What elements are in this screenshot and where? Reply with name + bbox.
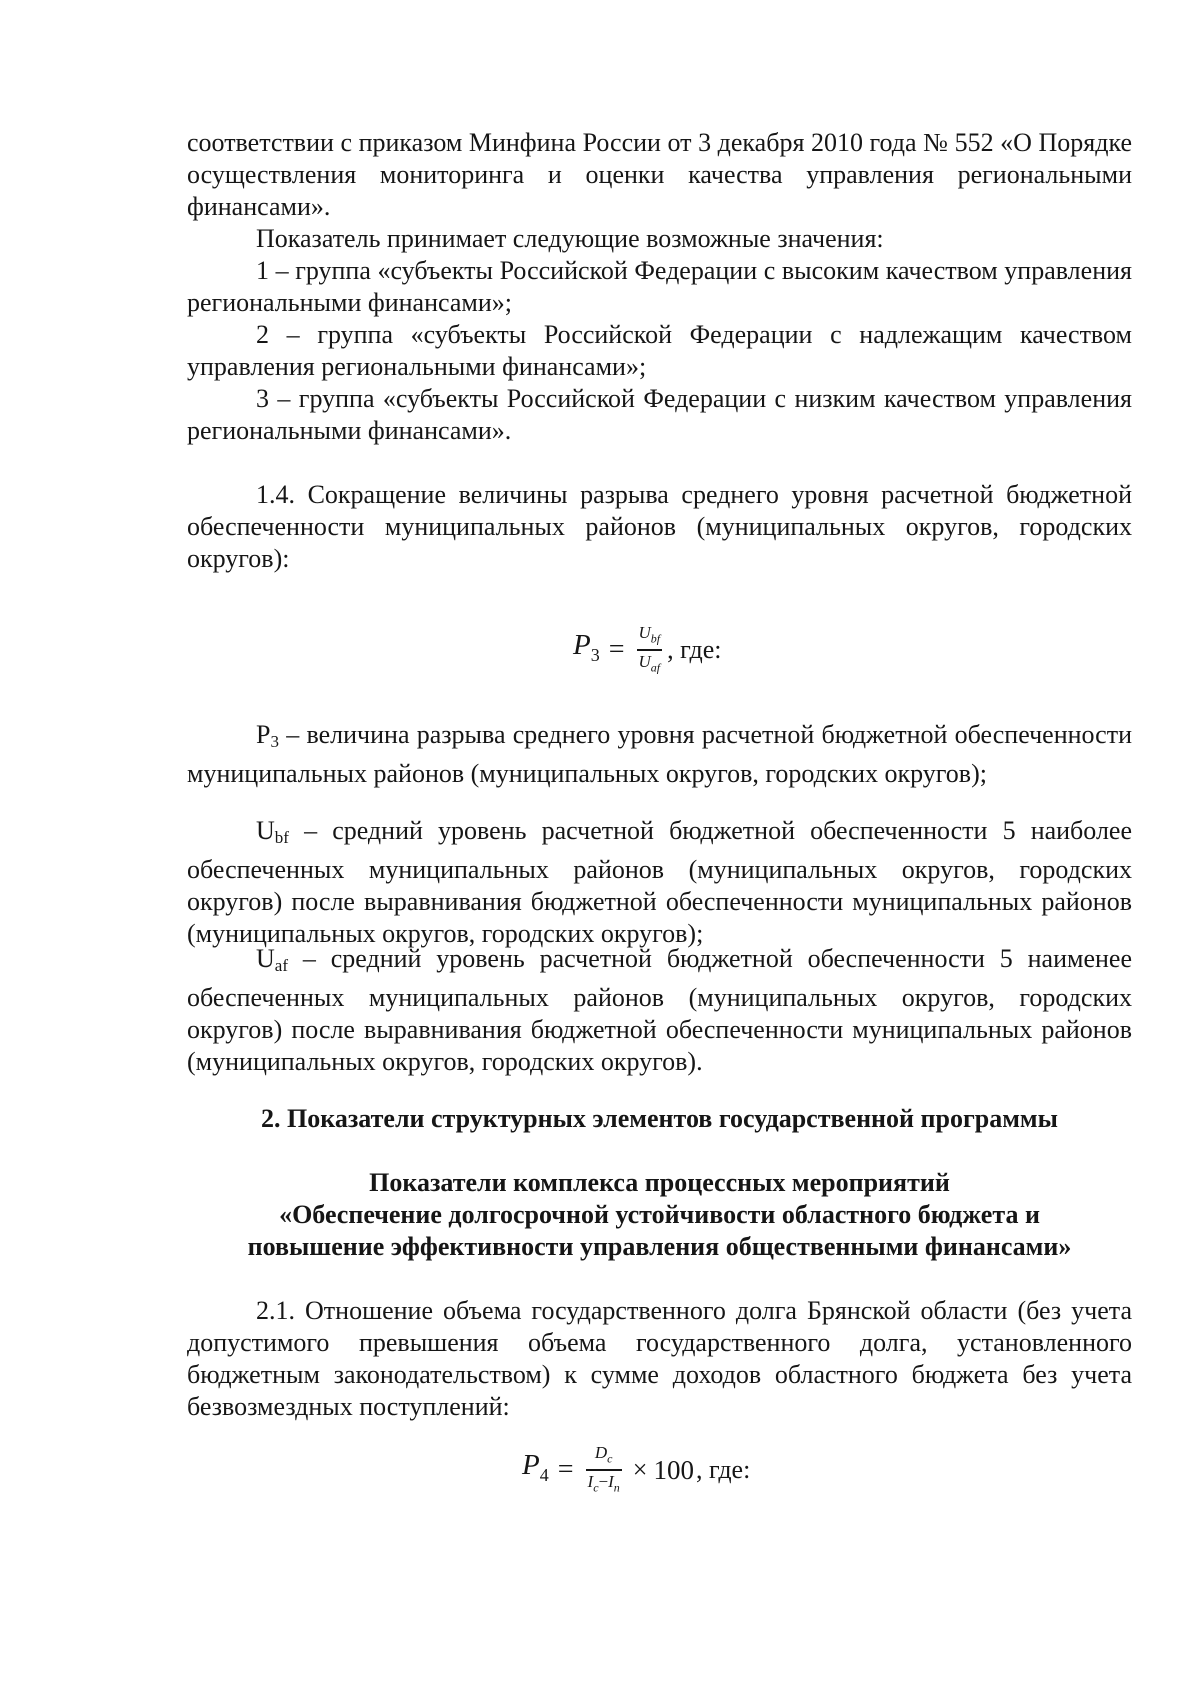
paragraph-group-3: 3 – группа «субъекты Российской Федерации с низким качеством управления региональными финансами». [187, 384, 1132, 445]
formula-p4-equals: = [557, 1454, 574, 1486]
paragraph-group-2: 2 – группа «субъекты Российской Федерации с надлежащим качеством управления региональными финансами»; [187, 320, 1132, 381]
formula-p4-factor: 100 [653, 1455, 694, 1486]
formula-p3-denominator: $U_{af}$ [638, 651, 661, 675]
formula-p3-lhs: $P_3$ [573, 629, 600, 666]
formula-p3 [573, 622, 722, 678]
formula-p3-tail: , где: [667, 635, 722, 665]
section-2-heading: 2. Показатели структурных элементов государственной программы [261, 1104, 1058, 1133]
complex-heading-line-2: «Обеспечение долгосрочной устойчивости областного бюджета и [279, 1200, 1040, 1229]
formula-p3-numerator: $U_{bf}$ [638, 623, 661, 646]
formula-p4-tail: , где: [695, 1455, 751, 1485]
paragraph-intro: соответствии с приказом Минфина России от 3 декабря 2010 года № 552 «О Порядке осуществления мониторинга и оценки качества управления региональными финансами». [187, 128, 1132, 221]
paragraph-group-1: 1 – группа «субъекты Российской Федерации с высоким качеством управления региональными финансами»; [187, 256, 1132, 317]
definition-p3: $Р_3$ – величина разрыва среднего уровня расчетной бюджетной обеспеченности муниципальных районов (муниципальных округов, городских округов); [187, 720, 1132, 788]
formula-p3-equals: = [608, 634, 625, 666]
formula-p4 [522, 1442, 750, 1498]
definition-ubf: $U_{bf}$ – средний уровень расчетной бюджетной обеспеченности 5 наиболее обеспеченных муниципальных районов (муниципальных округов, городских округов) после выравнивания бюджетной обеспеченности муниципальных районов (муниципальных округов, городских округов); [187, 816, 1132, 948]
paragraph-values-intro: Показатель принимает следующие возможные значения: [256, 224, 884, 253]
paragraph-1-4: 1.4. Сокращение величины разрыва среднего уровня расчетной бюджетной обеспеченности муниципальных районов (муниципальных округов, городских округов): [187, 480, 1132, 573]
formula-p4-denominator: $I_c-I_n$ [587, 1471, 620, 1495]
complex-heading [187, 1167, 1132, 1263]
formula-p3-fraction [637, 622, 663, 678]
paragraph-2-1: 2.1. Отношение объема государственного долга Брянской области (без учета допустимого превышения объема государственного долга, установленного бюджетным законодательством) к сумме доходов областного бюджета без учета безвозмездных поступлений: [187, 1296, 1132, 1421]
formula-p4-fraction [586, 1442, 622, 1498]
formula-p4-times: × [632, 1455, 648, 1485]
formula-p4-numerator: $D_c$ [594, 1443, 613, 1466]
complex-heading-line-1: Показатели комплекса процессных мероприятий [369, 1168, 950, 1197]
formula-p4-lhs: $P_4$ [522, 1449, 549, 1486]
definition-uaf: $U_{af}$ – средний уровень расчетной бюджетной обеспеченности 5 наименее обеспеченных муниципальных районов (муниципальных округов, городских округов) после выравнивания бюджетной обеспеченности муниципальных районов (муниципальных округов, городских округов). [187, 944, 1132, 1076]
complex-heading-line-3: повышение эффективности управления общественными финансами» [247, 1232, 1072, 1261]
